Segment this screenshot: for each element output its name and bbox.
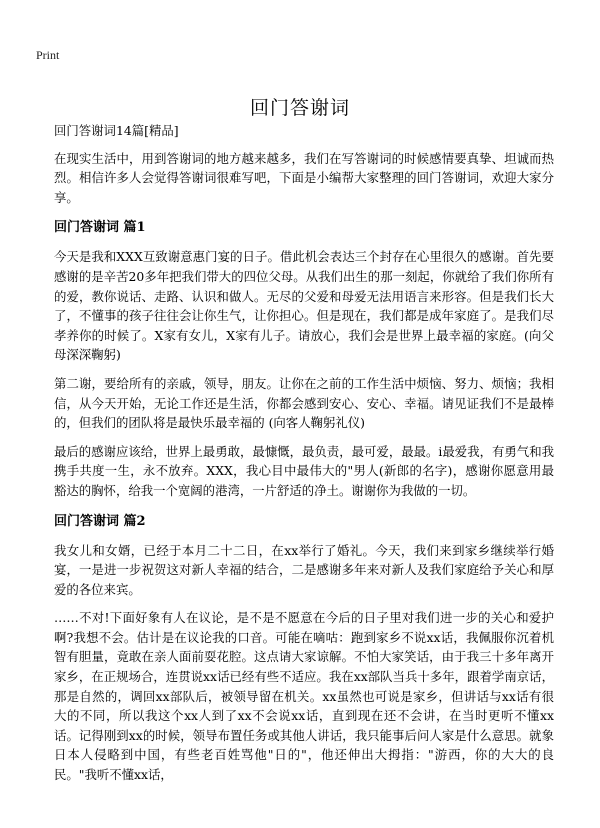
print-link[interactable]: Print <box>36 48 60 62</box>
section-heading-2: 回门答谢词 篇2 <box>54 513 146 529</box>
section-heading-1: 回门答谢词 篇1 <box>54 220 146 236</box>
section1-paragraph-1: 今天是我和XXX互致谢意惠门宴的日子。借此机会表达三个封存在心里很久的感谢。首先要感谢的是辛苦20多年把我们带大的四位父母。从我们出生的那一刻起，你就给了我们你所有的爱，教你说话、走路、认识和做人。无尽的父爱和母爱无法用语言来形容。但是我们长大了，不懂事的孩子往往会让你生气，让你担心。但是现在，我们都是成年家庭了。是我们尽孝养你的时候了。X家有女儿，X家有儿子。请放心，我们会是世界上最幸福的家庭。(向父母深深鞠躬) <box>54 249 554 363</box>
section2-paragraph-1: 我女儿和女婿，已经于本月二十二日，在xx举行了婚礼。今天，我们来到家乡继续举行婚宴，一是进一步祝贺这对新人幸福的结合，二是感谢多年来对新人及我们家庭给予关心和厚爱的各位来宾。 <box>54 542 554 597</box>
page-title: 回门答谢词 <box>249 96 350 119</box>
document-subtitle: 回门答谢词14篇[精品] <box>54 123 179 138</box>
document-body <box>54 121 554 794</box>
section2-paragraph-2: ……不对!下面好象有人在议论，是不是不愿意在今后的日子里对我们进一步的关心和爱护啊?我想不会。估计是在议论我的口音。可能在嘀咕：跑到家乡不说xx话，我佩服你沉着机智有胆量，竟敢在亲人面前耍花腔。这点请大家谅解。不怕大家笑话，由于我三十多年离开家乡，在正规场合，连贯说xx话已经有些不适应。我在xx部队当兵十多年，跟着学南京话，那是自然的，调回xx部队后，被领导留在机关。xx虽然也可说是家乡，但讲话与xx话有很大的不同，所以我这个xx人到了xx不会说xx话，直到现在还不会讲，在当时更听不懂xx话。记得刚到xx的时候，领导布置任务或其他人讲话，我只能事后问人家是什么意思。就象日本人侵略到中国，有些老百姓骂他"日的"，他还伸出大拇指："游西，你的大大的良民。"我听不懂xx话， <box>54 610 554 783</box>
section1-paragraph-2: 第二谢，要给所有的亲戚，领导，朋友。让你在之前的工作生活中烦恼、努力、烦恼；我相信，从今天开始，无论工作还是生活，你都会感到安心、安心、幸福。请见证我们不是最棒的，但我们的团队将是最快乐最幸福的 (向客人鞠躬礼仪) <box>54 375 554 431</box>
section1-paragraph-3: 最后的感谢应该给，世界上最勇敢，最慷慨，最负责，最可爱，最最。i最爱我，有勇气和我携手共度一生，永不放弃。XXX，我心目中最伟大的"男人(新郎的名字)，感谢你愿意用最豁达的胸怀，给我一个宽阔的港湾，一片舒适的净土。谢谢你为我做的一切。 <box>54 443 554 498</box>
intro-paragraph: 在现实生活中，用到答谢词的地方越来越多，我们在写答谢词的时候感情要真挚、坦诚而热烈。相信许多人会觉得答谢词很难写吧，下面是小编帮大家整理的回门答谢词，欢迎大家分享。 <box>54 150 554 205</box>
